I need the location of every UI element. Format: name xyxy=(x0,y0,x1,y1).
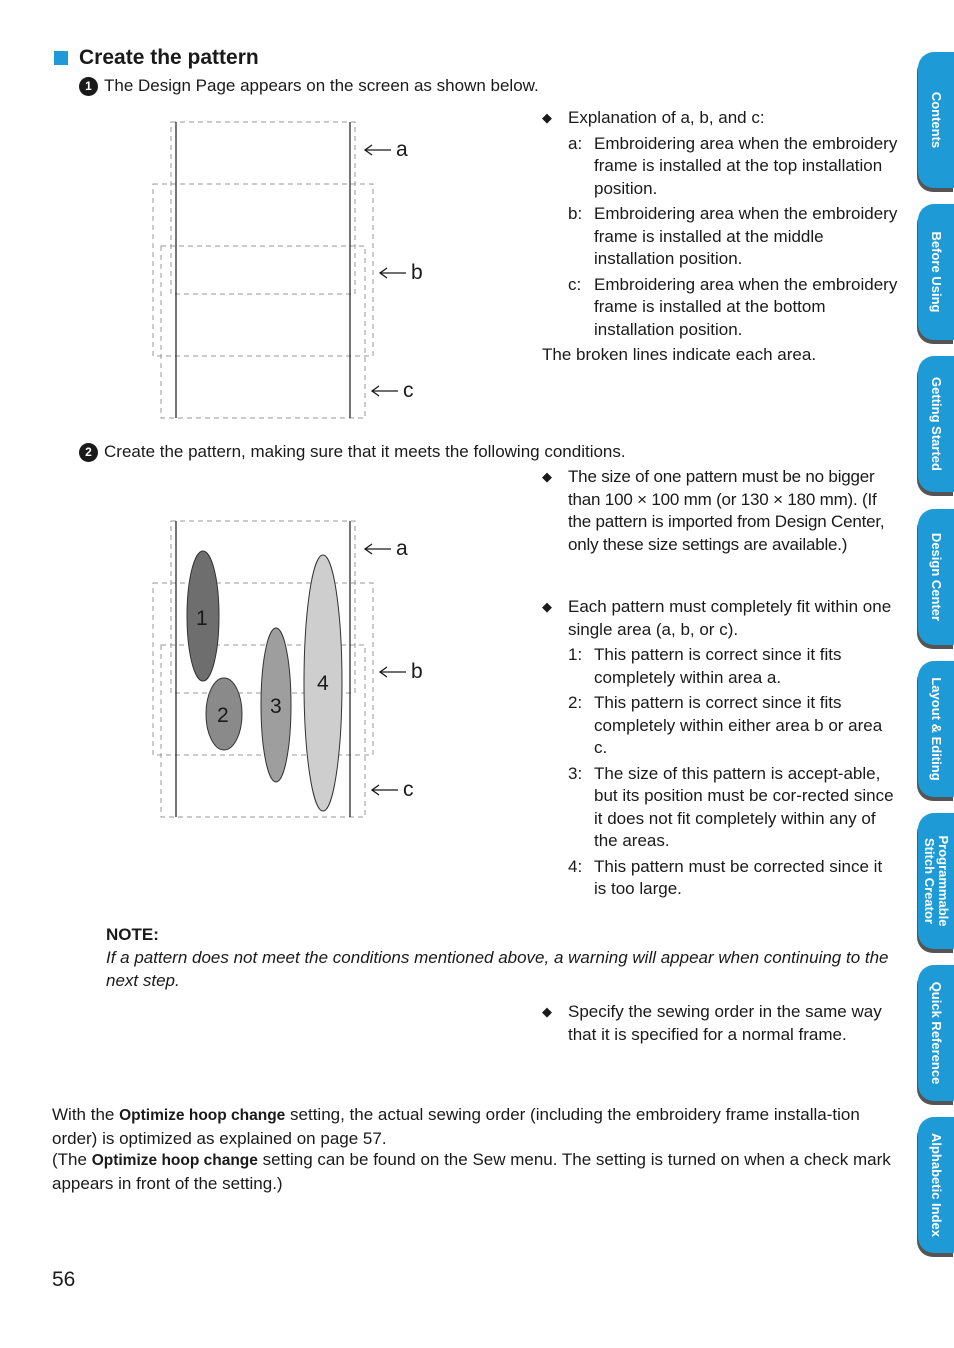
note-body: If a pattern does not meet the conditions mentioned above, a warning will appear when continuing to the next step. xyxy=(106,948,889,990)
sewing-order xyxy=(542,1001,888,1046)
pattern-3-label: 3 xyxy=(270,695,282,718)
setting-name: Optimize hoop change xyxy=(119,1107,286,1124)
optimize-paragraph-1: With the Optimize hoop change setting, the actual sewing order (including the embroidery frame installa-tion order) is optimized as explained on page 57. xyxy=(52,1105,860,1148)
section-marker-icon xyxy=(54,51,68,65)
step-2-text: Create the pattern, making sure that it meets the following conditions. xyxy=(104,442,626,461)
tab-contents[interactable]: Contents xyxy=(918,52,954,188)
arrow-a-icon xyxy=(365,145,391,155)
diamond-bullet-icon: ◆ xyxy=(542,599,552,614)
area-a-outline xyxy=(171,122,355,294)
explanation-item: b: Embroidering area when the embroidery frame is installed at the middle installation position. xyxy=(568,204,898,268)
setting-name: Optimize hoop change xyxy=(91,1152,258,1169)
tab-programmable-stitch-creator[interactable]: Programmable Stitch Creator xyxy=(918,813,954,949)
condition-2-title-row xyxy=(542,596,898,641)
area-c-outline xyxy=(161,246,365,418)
condition-item: 1: This pattern is correct since it fits completely within area a. xyxy=(568,645,842,687)
arrow-c-icon xyxy=(372,785,398,795)
condition-2 xyxy=(542,596,898,901)
area-diagram xyxy=(150,118,430,424)
pattern-2-label: 2 xyxy=(217,704,229,727)
pattern-diagram xyxy=(150,517,430,823)
label-b: b xyxy=(411,261,423,284)
step-1-text: The Design Page appears on the screen as shown below. xyxy=(104,76,539,95)
note-title: NOTE: xyxy=(106,925,159,944)
tab-quick-reference[interactable]: Quick Reference xyxy=(918,965,954,1101)
condition-item: 2: This pattern is correct since it fits completely within either area b or area c. xyxy=(568,693,883,757)
step-number-1: 1 xyxy=(79,77,98,96)
label-b: b xyxy=(411,660,423,683)
condition-item: 4: This pattern must be corrected since it is too large. xyxy=(568,856,883,898)
tab-alphabetic-index[interactable]: Alphabetic Index xyxy=(918,1117,954,1253)
explanation-title: Explanation of a, b, and c: xyxy=(568,108,765,127)
condition-2-title: Each pattern must completely fit within one single area (a, b, or c). xyxy=(568,597,892,639)
step-number-2: 2 xyxy=(79,443,98,462)
section-title: Create the pattern xyxy=(79,46,259,69)
explanation-footer: The broken lines indicate each area. xyxy=(542,345,817,364)
diamond-bullet-icon: ◆ xyxy=(542,1004,552,1019)
explanation-item: a: Embroidering area when the embroidery frame is installed at the top installation position. xyxy=(568,133,898,198)
explanation-title-row xyxy=(542,107,898,130)
diamond-bullet-icon: ◆ xyxy=(542,469,552,484)
pattern-4-label: 4 xyxy=(317,672,329,695)
step-1 xyxy=(79,75,539,98)
label-c: c xyxy=(403,778,414,801)
tab-getting-started[interactable]: Getting Started xyxy=(918,356,954,492)
arrow-b-icon xyxy=(380,268,406,278)
arrow-b-icon xyxy=(380,667,406,677)
diamond-bullet-icon: ◆ xyxy=(542,110,552,125)
page-number: 56 xyxy=(52,1268,76,1291)
optimize-paragraph-2: (The Optimize hoop change setting can be found on the Sew menu. The setting is turned on when a check mark appears in front of the setting.) xyxy=(52,1150,891,1193)
tab-before-using[interactable]: Before Using xyxy=(918,204,954,340)
tab-layout-editing[interactable]: Layout & Editing xyxy=(918,661,954,797)
arrow-c-icon xyxy=(372,386,398,396)
condition-1 xyxy=(542,466,898,556)
condition-item: 3: The size of this pattern is accept-able, but its position must be cor-rected since it does not fit completely within any of the areas. xyxy=(568,763,894,850)
step-2 xyxy=(79,441,626,464)
label-a: a xyxy=(396,138,408,161)
condition-1-text: The size of one pattern must be no bigger than 100 × 100 mm (or 130 × 180 mm). (If the pattern is imported from Design Center, only these size settings are available.) xyxy=(568,467,885,554)
label-c: c xyxy=(403,379,414,402)
label-a: a xyxy=(396,537,408,560)
arrow-a-icon xyxy=(365,544,391,554)
explanation-item: c: Embroidering area when the embroidery frame is installed at the bottom installation position. xyxy=(568,274,898,339)
sewing-order-text: Specify the sewing order in the same way that it is specified for a normal frame. xyxy=(568,1002,882,1044)
pattern-1-label: 1 xyxy=(196,607,208,630)
area-b-outline xyxy=(153,184,373,356)
tab-design-center[interactable]: Design Center xyxy=(918,509,954,645)
explanation-block xyxy=(542,107,898,341)
